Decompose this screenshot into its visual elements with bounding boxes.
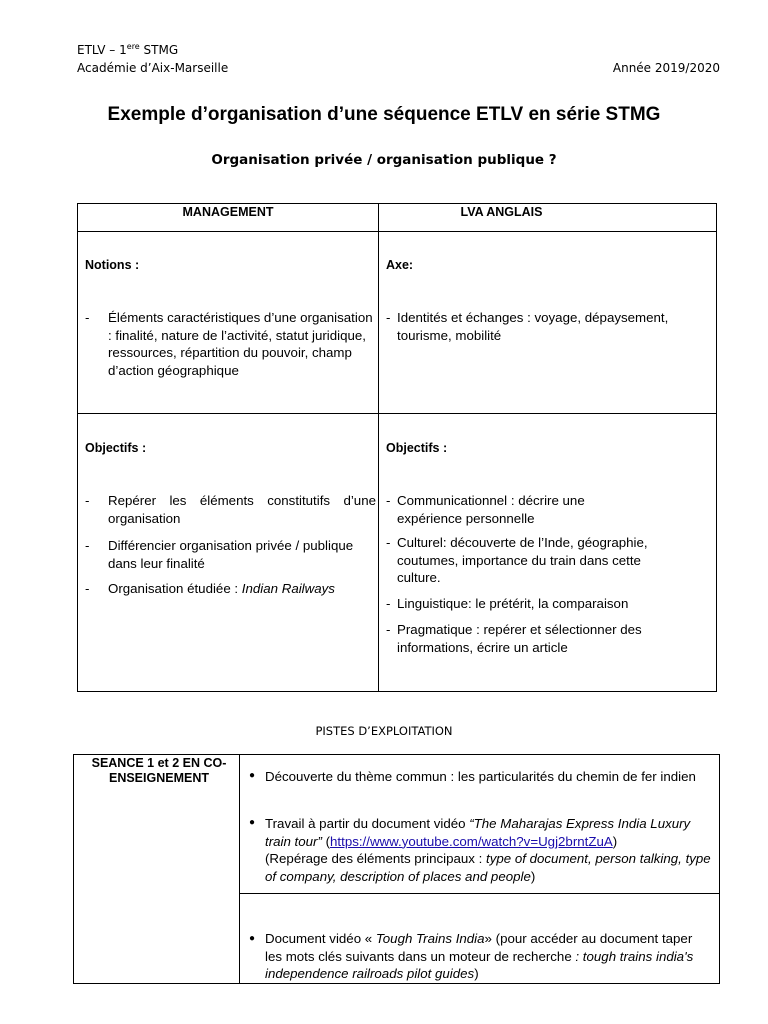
header-academy: Académie d’Aix-Marseille [77,61,229,75]
header-course: ETLV – 1ere STMG [77,42,179,57]
axe-label: Axe: [386,258,414,272]
bullet-icon: ● [249,817,256,828]
page-subtitle: Organisation privée / organisation publique ? [211,152,557,168]
seance-item-theme: Découverte du thème commun : les particularités du chemin de fer indien [265,769,696,784]
seance-item-video-tough-trains: Document vidéo « Tough Trains India» (pour accéder au document taper les mots clés suivants dans un moteur de recherche : tough trains india's independence railroads pilot guides) [265,931,694,981]
pistes-title: PISTES D’EXPLOITATION [315,724,453,738]
seance-item-video-maharajas: Travail à partir du document vidéo “The Maharajas Express India Luxury train tour” (https://www.youtube.com/watch?v=Ugj2brntZuA) (Repérage des éléments principaux : type of document, person talking, type of company, description of places and people) [265,816,711,884]
bullet-icon: ● [249,770,256,781]
notions-label: Notions : [85,258,140,272]
seance-label: SEANCE 1 et 2 EN CO-ENSEIGNEMENT [91,756,227,785]
header-year: Année 2019/2020 [612,61,720,75]
column-header-management: MANAGEMENT [182,205,274,219]
page-title: Exemple d’organisation d’une séquence ETLV en série STMG [107,104,661,125]
youtube-link[interactable]: https://www.youtube.com/watch?v=Ugj2brntZuA [330,833,613,849]
objectifs-label-management: Objectifs : [85,441,147,455]
column-header-lva: LVA ANGLAIS [460,205,543,219]
bullet-icon: ● [249,933,256,944]
objectifs-label-lva: Objectifs : [386,441,448,455]
